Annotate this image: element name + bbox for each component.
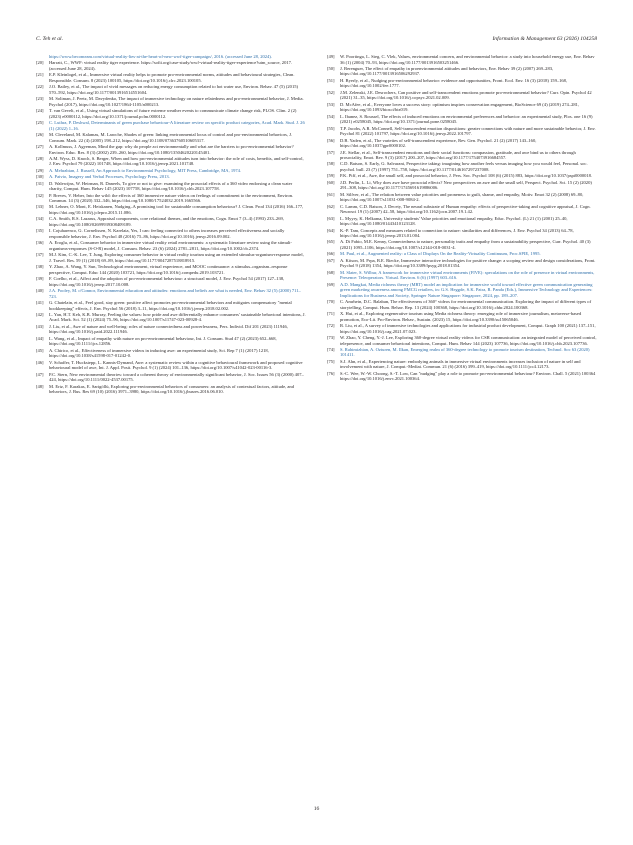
reference-entry: [36, 228, 306, 239]
reference-text[interactable]: S.J. Ahn, et al., Experiencing nature: embodying animals in immersive virtual environments increases inclusion of nature in self and involvement with nature, J. Comput.-Mediat. Commun. 21 (6) (2016) 399–419, https://doi.org/10.1111/jcc4.12173.: [340, 358, 581, 370]
reference-number: [32]: [36, 192, 44, 198]
reference-number: [36]: [36, 240, 44, 246]
reference-entry: [36, 60, 306, 71]
reference-number: [52]: [327, 89, 335, 95]
reference-entry: [327, 78, 597, 89]
reference-entry: [36, 120, 306, 131]
reference-entry: [36, 372, 306, 383]
reference-number: [51]: [327, 77, 335, 83]
reference-number: [69]: [327, 281, 335, 287]
reference-text[interactable]: D. McAfee, et al., Everyone loves a success story: optimism inspires conservation engagement, BioScience 69 (4) (2019) 274–281, https://doi.org/10.1093/biosci/biz019.: [340, 101, 580, 113]
reference-number: [43]: [36, 323, 44, 329]
reference-text[interactable]: M.J. Kim, C.-K. Lee, T. Jung, Exploring consumer behavior in virtual reality tourism using an extended stimulus-organism-response model, J. Travel. Res. 59 (1) (2018) 69–89, https://doi.org/10.1177/0047287518818915.: [49, 252, 304, 263]
reference-text[interactable]: F. Coelho, et al., Affect and the adoption of pro-environmental behaviour: a structural model, J. Env. Psychol 54 (2017) 127–138, https://doi.org/10.1016/j.jenvp.2017.10.008.: [49, 276, 285, 287]
reference-entry: [327, 258, 597, 269]
reference-entry: [327, 323, 597, 334]
reference-text[interactable]: P. Breves, V. Heber, Into the wild: the effects of 360 immersive nature videos on feelings of commitment to the environment, Environ. Commun. 14 (3) (2020) 332–346, https://doi.org/10.1080/17524032.2019.1665566.: [49, 192, 294, 204]
reference-number: [46]: [36, 359, 44, 365]
reference-text[interactable]: I. Cojuharenco, G. Cornelissen, N. Karelaia, Yes, I can: feeling connected to others increases perceived effectiveness and socially responsible behavior, J. Env. Psychol 48 (2016) 75–86, https://doi.org/10.1016/j.jenvp.2016.09.002.: [49, 228, 285, 239]
reference-text[interactable]: P.C. Stern, New environmental theories: toward a coherent theory of environmentally significant behavior, J. Soc. Issues 56 (3) (2000) 407–424, https://doi.org/10.1111/0022-4537.00175.: [49, 371, 304, 383]
reference-text[interactable]: K.-P. Tam, Concepts and measures related to connection to nature: similarities and differences, J. Env. Psychol 34 (2013) 64–78, https://doi.org/10.1016/j.jenvp.2013.01.004.: [340, 227, 574, 239]
reference-text[interactable]: Y. Zhao, A. Wang, Y. Sun, Technological environment, virtual experience, and MOOC continuance: a stimulus–organism–response perspective, Comput. Educ 144 (2020) 103721, https://doi.org/10.1016/j.compedu.2019.103721.: [49, 264, 288, 275]
header-journal: Information & Management 63 (2026) 104258: [492, 36, 597, 42]
reference-entry: [327, 335, 597, 346]
reference-text[interactable]: M. Lehner, O. Mont, E. Heiskanen, Nudging–A promising tool for sustainable consumption behaviour? J. Clean. Prod 134 (2016) 166–177, https://doi.org/10.1016/j.jclepro.2015.11.086.: [49, 204, 304, 216]
reference-entry: [327, 239, 597, 250]
reference-entry: [327, 138, 597, 149]
reference-number: [57]: [327, 149, 335, 155]
reference-entry: [36, 240, 306, 251]
reference-text[interactable]: J. Berenguer, The effect of empathy in proenvironmental attitudes and behaviors, Env. Behav 39 (2) (2007) 269–283, https://doi.org/10.1177/0013916506292937.: [340, 65, 554, 77]
reference-entry: [36, 156, 306, 167]
reference-number: [60]: [327, 179, 335, 185]
reference-entry: [36, 132, 306, 143]
header-authors: C. Teh et al.: [36, 36, 63, 42]
reference-text[interactable]: C. Luthra, P. Deshwal, Determinants of green purchase behaviour-A literature review on specific product categories, Acad. Mark. Stud. J. 26 (1) (2022) 1–16.: [49, 120, 305, 131]
reference-number: [31]: [36, 180, 44, 186]
reference-entry: [327, 359, 597, 370]
reference-text[interactable]: P.K. Piff, et al., Awe, the small self, and prosocial behavior, J. Pers. Soc. Psychol 108 (6) (2015) 883, https://doi.org/10.1037/pspi0000018.: [340, 173, 593, 179]
reference-entry: [36, 96, 306, 107]
reference-entry: [36, 108, 306, 119]
reference-entry: [36, 193, 306, 204]
reference-entry: [327, 180, 597, 191]
reference-text[interactable]: L. Yan, H.T. Keh, K.B. Murray, Feeling the values: how pride and awe differentially enhance consumers' sustainable behavioral intentions, J. Acad. Mark. Sci. 52 (1) (2024) 75–96, https://doi.org/10.1007/s11747-023-00928-4.: [49, 311, 306, 323]
reference-number: [42]: [36, 311, 44, 317]
reference-text[interactable]: J.O. Bailey, et al., The impact of vivid messages on reducing energy consumption related to hot water use, Environ. Behav. 47 (5) (2015) 570–592, https://doi.org/10.1177/0013916514551604.: [49, 84, 299, 95]
reference-number: [37]: [36, 252, 44, 258]
reference-number: [40]: [36, 288, 44, 294]
reference-entry: [327, 270, 597, 281]
reference-number: [65]: [327, 239, 335, 245]
reference-number: [62]: [327, 203, 335, 209]
reference-entry: [327, 282, 597, 299]
reference-entry: [327, 114, 597, 125]
reference-number: [29]: [36, 167, 44, 173]
reference-entry: [327, 54, 597, 65]
reference-number: [48]: [36, 383, 44, 389]
reference-entry: [36, 72, 306, 83]
reference-entry: [327, 161, 597, 172]
reference-number: [30]: [36, 174, 44, 180]
reference-number: [75]: [327, 358, 335, 364]
reference-text[interactable]: A. Kitson, M. Prpa, B.E. Riecke, Immersive interactive technologies for positive change: a scoping review and design considerations, Front. Psychol 9 (2018) 1354, https://doi.org/10.3389/fpsyg.2018.01354.: [340, 257, 596, 269]
reference-number: [23]: [36, 96, 44, 102]
reference-text[interactable]: R. Liu, et al., A survey of immersive technologies and applications for industrial product development, Comput. Graph 100 (2021) 137–151, https://doi.org/10.1016/j.cag.2021.07.023.: [340, 323, 596, 334]
reference-text[interactable]: A.M. Wyss, D. Knoch, S. Berger, When and how pro-environmental attitudes turn into behavior: the role of costs, benefits, and self-control, J. Env. Psychol 79 (2022) 101748, https://doi.org/10.1016/j.jenvp.2021.101748.: [49, 155, 304, 167]
reference-number: [66]: [327, 251, 335, 257]
reference-entry: [327, 90, 597, 101]
reference-number: [53]: [327, 101, 335, 107]
reference-entry: [327, 173, 597, 179]
reference-text[interactable]: G. Chatelain, et al., Feel good, stay green: positive affect promotes pro-environmental behaviors and mitigates compensatory "mental bookkeeping" effects, J. Env. Psychol 56 (2018) 3–11, https://doi.org/10.1016/j.jenvp.2018.02.002.: [49, 299, 292, 311]
reference-number: [58]: [327, 161, 335, 167]
reference-text[interactable]: A. Paivio, Imagery and Verbal Processes, Psychology Press, 2013.: [49, 174, 170, 180]
reference-number: [72]: [327, 323, 335, 329]
reference-number: [28]: [36, 155, 44, 161]
reference-number: [20]: [36, 60, 44, 66]
reference-number: [45]: [36, 347, 44, 353]
reference-entry: [36, 324, 306, 335]
reference-text[interactable]: L. Ibanez, S. Roussel, The effects of induced emotions on environmental preferences and behavior: an experimental study, Plos. one 16 (9) (2021) e0258045, https://doi.org/10.1371/journal.pone.0258045.: [340, 113, 593, 125]
reference-entry: [36, 181, 306, 192]
reference-text[interactable]: J.E. Stellar, et al., Self-transcendent emotions and their social functions: compassion, gratitude, and awe bind us to others through prosociality, Emot. Rev. 9 (3) (2017) 200–207, https://doi.org/10.1177/1754073916684557.: [340, 149, 576, 161]
reference-number: [76]: [327, 370, 335, 376]
reference-text[interactable]: T. van Gevelt, et al., Using virtual simulations of future extreme weather events to communicate climate change risk, PLOS. Clim. 2 (2) (2023) e0000112, https://doi.org/10.1371/journal.pclm.0000112.: [49, 108, 297, 119]
reference-text[interactable]: J.A. Pooley, M. o'Connor, Environmental education and attitudes: emotions and beliefs are what is needed, Env. Behav 32 (5) (2000) 711–723.: [49, 288, 301, 299]
reference-text[interactable]: A. Di Fabio, M.E. Kenny, Connectedness to nature, personality traits and empathy from a sustainability perspective, Curr. Psychol. 40 (3) (2021) 1095–1106, https://doi.org/10.1007/s12144-018-0031-4.: [340, 239, 591, 250]
reference-number: [41]: [36, 299, 44, 305]
reference-text[interactable]: M. Silfver, et al., The relation between value priorities and proneness to guilt, shame, and empathy, Motiv. Emot 32 (2) (2008) 69–80, https://doi.org/10.1007/s11031-008-9084-2.: [340, 191, 584, 203]
reference-number: [64]: [327, 227, 335, 233]
reference-number: [50]: [327, 65, 335, 71]
reference-number: [63]: [327, 215, 335, 221]
reference-text[interactable]: M. Soliman, J. Peetz, M. Davydenko, The impact of immersive technology on nature relatedness and pro-environmental behavior, J. Media. Psychol (2017), https://doi.org/10.1027/1864-1105/a000213.: [49, 96, 304, 107]
reference-number: [49]: [327, 54, 335, 59]
reference-number: [38]: [36, 264, 44, 270]
reference-entry: [36, 360, 306, 371]
reference-text[interactable]: M. Slater, S. Wilbur, A framework for immersive virtual environments (FIVE): speculations on the role of presence in virtual environments, Presence: Teleoperators. Virtual. Environ. 6 (6) (1997) 603–616.: [340, 269, 595, 281]
reference-entry: [327, 66, 597, 77]
reference-entry: [327, 126, 597, 137]
reference-number: [68]: [327, 269, 335, 275]
reference-text[interactable]: J.D. Perlin, L. Li, Why does awe have prosocial effects? New perspectives on awe and the small self, Perspect. Psychol. Sci. 15 (2) (2020) 291–308, https://doi.org/10.1177/1745691619886006.: [340, 179, 592, 191]
reference-entry: [36, 300, 306, 311]
reference-number: [27]: [36, 143, 44, 149]
reference-number: [73]: [327, 334, 335, 340]
reference-number: [70]: [327, 299, 335, 305]
reference-entry: [36, 336, 306, 347]
reference-entry: [327, 251, 597, 257]
reference-entry: [327, 204, 597, 215]
reference-entry: [327, 299, 597, 310]
reference-number: [59]: [327, 173, 335, 179]
reference-text[interactable]: L. Wang, et al., Impact of empathy with nature on pro-environmental behaviour, Int. J. Consum. Stud 47 (2) (2023) 652–668, https://doi.org/10.1111/ijcs.12856.: [49, 335, 277, 347]
reference-text[interactable]: A. Kollmuss, J. Agyeman, Mind the gap: why do people act environmentally and what are the barriers to pro-environmental behavior? Environ. Educ. Res. 8 (3) (2002) 239–260, https://doi.org/10.1080/13504620220145401.: [49, 143, 294, 155]
reference-entry: [36, 168, 306, 174]
reference-number: [55]: [327, 125, 335, 131]
reference-entry: [327, 347, 597, 358]
page-number: 16: [313, 806, 320, 812]
reference-text[interactable]: T.P. Jacobs, A.R. McConnell, Self-transcendent emotion dispositions: greater connections with nature and more sustainable behavior, J. Env. Psychol 81 (2022) 101797, https://doi.org/10.1016/j.jenvp.2022.101797.: [340, 125, 596, 137]
reference-number: [56]: [327, 137, 335, 143]
reference-number: [26]: [36, 132, 44, 138]
reference-entry: [36, 252, 306, 263]
reference-text[interactable]: M. Ertz, F. Karakas, E. Sarigöllü, Exploring pro-environmental behaviors of consumers: an analysis of contextual factors, attitude, and behaviors, J. Bus. Res 69 (10) (2016) 3971–3980, https://doi.org/10.1016/j.jbusres.2016.06.010.: [49, 383, 294, 395]
reference-number: [34]: [36, 216, 44, 222]
reference-entry: [36, 312, 306, 323]
reference-number: [67]: [327, 257, 335, 263]
reference-entry: [36, 84, 306, 95]
reference-text[interactable]: A. Chirico, et al., Effectiveness of immersive videos in inducing awe: an experimental study, Sci. Rep 7 (1) (2017) 1218, https://doi.org/10.1038/s41598-017-01242-0.: [49, 347, 269, 359]
reference-entry: [327, 228, 597, 239]
reference-text[interactable]: C.D. Batson, S. Early, G. Salvarani, Perspective taking: imagining how another feels versus imaging how you would feel, Personal. soc. psychol. bull. 23 (7) (1997) 751–758, https://doi.org/10.1177/0146167297237008.: [340, 161, 588, 172]
reference-number: [44]: [36, 335, 44, 341]
reference-text[interactable]: W. Zhao, Y. Cheng, Y.-J. Lee, Exploring 360-degree virtual reality videos for CSR communication: an integrated model of perceived control, telepresence, and consumer behavioral intentions, Comput. Hum. Behav 144 (2023) 107736, https://doi.org/10.1016/j.chb.2023.107736.: [340, 334, 597, 346]
reference-text[interactable]: C. Lamm, C.D. Batson, J. Decety, The neural substrate of Human empathy: effects of perspective-taking and cognitive appraisal, J. Cogn. Neurosci 19 (1) (2007) 42–58, https://doi.org/10.1162/jocn.2007.19.1.42.: [340, 203, 591, 215]
reference-text[interactable]: L. Myyry, K. Helkama, University students' Value priorities and emotional empathy, Educ. Psychol. (L) 21 (1) (2001) 25–40, https://doi.org/10.1080/01443410123128.: [340, 215, 568, 227]
reference-text[interactable]: A. Eroglu, et al., Consumer behavior in immersive virtual reality retail environments: a systematic literature review using the stimuli-organisms-responses (S-O-R) model, J. Consum. Behav. 23 (6) (2024) 2781–2811, https://doi.org/10.1002/cb.2374.: [49, 240, 292, 251]
reference-number: [61]: [327, 191, 335, 197]
reference-text[interactable]: D.B. Yaden, et al., The varieties of self-transcendent experience, Rev. Gen. Psychol. 21 (2) (2017) 143–160, https://doi.org/10.1037/gpr0000102.: [340, 137, 537, 149]
reference-number: [71]: [327, 311, 335, 317]
reference-text[interactable]: Harratt, C., WWF: virtual reality tiger experience. https://sofii.org/case-study/wwf-virtual-reality-tiger-experience?utm_source, 2017. (accessed June 28, 2024).: [49, 60, 293, 71]
reference-entry: [36, 264, 306, 275]
reference-text[interactable]: H. Byerly, et al., Nudging pro-environmental behavior: evidence and opportunities, Front. Ecol. Env. 16 (3) (2018) 159–168, https://doi.org/10.1002/fee.1777.: [340, 77, 568, 89]
reference-number: [24]: [36, 108, 44, 114]
reference-text[interactable]: W. Poortinga, L. Steg, C. Vlek, Values, environmental concern, and environmental behavior: a study into household energy use, Env. Behav 36 (1) (2004) 70–93, https://doi.org/10.1177/0013916503251466.: [340, 54, 595, 65]
reference-entry: [36, 216, 306, 227]
reference-text[interactable]: S.-C. Wee, W.-W. Choong, S.-T. Low, Can "nudging" play a role to promote pro-environmental behaviour? Environ. Chall. 5 (2021) 100364 https://doi.org/10.1016/j.envc.2021.100364.: [340, 370, 596, 382]
reference-text[interactable]: C.A. Smith, R.S. Lazarus, Appraisal components, core relational themes, and the emotions, Cogn. Emot 7 (3–4) (1993) 233–269, https://doi.org/10.1080/02699939308409189.: [49, 216, 284, 227]
reference-entry: [327, 102, 597, 113]
reference-number: [25]: [36, 120, 44, 126]
reference-entry: [327, 192, 597, 203]
reference-text[interactable]: E.P. Kleinlogel, et al., Immersive virtual reality helps to promote pro-environmental norms, attitudes and behavioural strategies, Clean. Responsible. Consum. 8 (2023) 100105, https://doi.org/10.1016/j.clrc.2023.100105.: [49, 72, 295, 83]
reference-entry: [327, 371, 597, 382]
reference-text[interactable]: J. Liu, et al., Awe of nature and well-being: roles of nature connectedness and powerlessness, Pers. Individ. Dif 201 (2023) 111946, https://doi.org/10.1016/j.paid.2022.111946.: [49, 323, 288, 335]
reference-entry: [36, 288, 306, 299]
reference-text[interactable]: A. Mehrabian, J. Russell, An Approach to Environmental Psychology, MIT Press, Cambridge, MA, 1974.: [49, 167, 242, 173]
reference-text[interactable]: M. Paul, et al., Augmented reality: a Class of Displays On the Reality-Virtuality Continuum, Proc.SPIE, 1995.: [340, 251, 541, 257]
reference-text[interactable]: S. Rahimizhian, A. Ozturen, M. Ilkan, Emerging realm of 360-degree technology to promote tourism destination, Technol. Soc 63 (2020) 101411.: [340, 346, 590, 358]
reference-entry: [36, 144, 306, 155]
reference-text[interactable]: M. Cleveland, M. Kalamas, M. Laroche, Shades of green: linking environmental locus of control and pro-environmental behaviors, J. Consum. Mark. 22 (4) (2005) 198–212, https://doi.org/10.1108/07363760510605317.: [49, 132, 293, 143]
reference-entry: [327, 311, 597, 322]
reference-number: [39]: [36, 276, 44, 282]
reference-entry: [36, 204, 306, 215]
reference-entry: [327, 150, 597, 161]
reference-text[interactable]: J.M. Zelenski, J.E. Desrochers, Can positive and self-transcendent emotions promote pro-environmental behavior? Curr. Opin. Psychol 42 (2021) 31–35, https://doi.org/10.1016/j.copsyc.2021.02.009.: [340, 89, 592, 101]
reference-text[interactable]: X. Hui, et al., Exploring regenerative tourism using Media richness theory: emerging role of immersive journalism, metaverse-based promotion, Eco-Lit. Pro-Environ. Behav., Sustain. (2023) 15, https://doi.org/10.3390/su15065046.: [340, 311, 582, 322]
reference-number: [21]: [36, 72, 44, 78]
reference-entry: [36, 384, 306, 395]
reference-continuation[interactable]: https://www.becomeam.com/virtual-reality-lies-at-the-heart-of-new-wwf-tiger-campaign/, 2016. (accessed June 28, 2024).: [49, 54, 272, 59]
reference-number: [33]: [36, 204, 44, 210]
reference-text[interactable]: A.D. Mangkat, Media richness theory (MRT) model an implication for immersive world toward effective green communication generating green marketing awareness among FMCG retailers, in: G.S. Heggde, S.K. Patra, R. Panda (Eds.), Immersive Technology and Experiences: Implications for Business and Society, Springer Nature Singapore: Singapore, 2024, pp. 189–207.: [340, 281, 593, 298]
reference-text[interactable]: D. Walewijns, W. Heirman, R. Daneels, To give or not to give: examining the prosocial effects of a 360 video endorsing a clean water charity, Comput. Hum. Behav 145 (2023) 107758, https://doi.org/10.1016/j.chb.2023.107758.: [49, 180, 293, 192]
reference-number: [54]: [327, 113, 335, 119]
reference-number: [74]: [327, 346, 335, 352]
reference-number: [35]: [36, 228, 44, 234]
reference-number: [22]: [36, 84, 44, 90]
reference-entry: [36, 348, 306, 359]
reference-entry: [36, 174, 306, 180]
running-header: [36, 36, 597, 48]
reference-text[interactable]: V. Schaffer, T. Huckstepp, L. Kannis-Dymand, Awe: a systematic review within a cognitive behavioural framework and proposed cognitive behavioural model of awe, Int. J. Appl. Posit. Psychol. 9 (1) (2024) 101–136, https://doi.org/10.1007/s41042-023-00116-3.: [49, 359, 303, 371]
references-left-column: [36, 54, 306, 395]
reference-entry: [327, 216, 597, 227]
reference-entry: [36, 276, 306, 287]
references-right-column: [327, 54, 597, 383]
reference-text[interactable]: C. Amrhein, D.C. Balaban, The effectiveness of 360° videos for environmental communication. Exploring the impact of different types of storytelling, Comput. Hum. Behav. Rep. 13 (2024) 100368, https://doi.org/10.1016/j.chbr.2024.100368.: [340, 299, 592, 310]
reference-number: [47]: [36, 371, 44, 377]
